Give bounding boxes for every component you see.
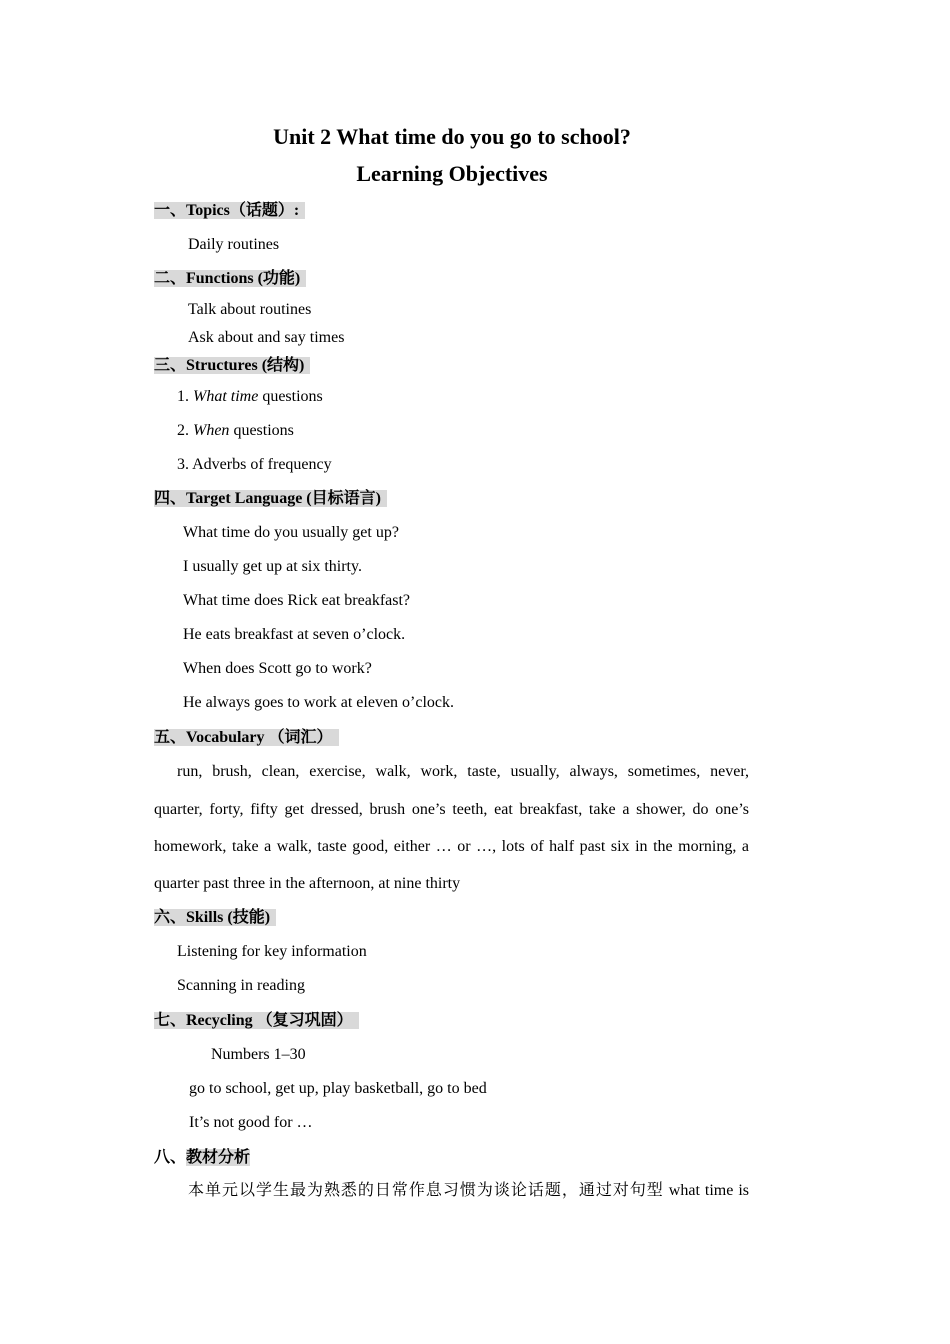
vocabulary-line: quarter, forty, fifty get dressed, brush one’s teeth, eat breakfast, take a shower, do one’s xyxy=(154,801,749,818)
section-heading-functions xyxy=(154,269,306,289)
target-language-sentence: I usually get up at six thirty. xyxy=(183,558,362,575)
topics-item: Daily routines xyxy=(188,236,280,253)
recycling-item: Numbers 1–30 xyxy=(211,1046,306,1063)
section-heading-recycling xyxy=(154,1011,359,1031)
section-heading-target-language xyxy=(154,489,387,509)
section-heading-analysis-text xyxy=(154,1149,250,1166)
section-heading-structures-text: 三、Structures (结构) xyxy=(154,357,310,374)
section-heading-structures xyxy=(154,356,310,376)
target-language-sentence: When does Scott go to work? xyxy=(183,660,372,677)
functions-item: Ask about and say times xyxy=(188,329,345,346)
section-heading-topics-text: 一、Topics（话题）: xyxy=(154,202,305,219)
structures-item-emphasis: What time xyxy=(193,388,259,405)
section-heading-target-language-text: 四、Target Language (目标语言) xyxy=(154,490,387,507)
structures-item-rest: questions xyxy=(258,388,323,405)
vocabulary-line: run, brush, clean, exercise, walk, work, taste, usually, always, sometimes, never, xyxy=(177,763,749,780)
target-language-sentence: He always goes to work at eleven o’clock. xyxy=(183,694,455,711)
structures-item-emphasis: When xyxy=(193,422,230,439)
vocabulary-line: quarter past three in the afternoon, at nine thirty xyxy=(154,875,461,892)
recycling-item: It’s not good for … xyxy=(189,1114,313,1131)
section-heading-analysis-prefix: 八、 xyxy=(154,1149,187,1166)
structures-item xyxy=(177,387,323,407)
section-heading-skills-text: 六、Skills (技能) xyxy=(154,909,276,926)
section-heading-vocabulary-text: 五、Vocabulary （词汇） xyxy=(154,729,339,746)
section-heading-recycling-text: 七、Recycling （复习巩固） xyxy=(154,1012,359,1029)
skills-item: Scanning in reading xyxy=(177,977,305,994)
skills-item: Listening for key information xyxy=(177,943,367,960)
vocabulary-line: homework, take a walk, taste good, either … or …, lots of half past six in the morning, a xyxy=(154,838,749,855)
target-language-sentence: What time do you usually get up? xyxy=(183,524,399,541)
section-heading-topics xyxy=(154,201,305,221)
target-language-sentence: He eats breakfast at seven o’clock. xyxy=(183,626,406,643)
section-heading-functions-text: 二、Functions (功能) xyxy=(154,270,306,287)
section-heading-analysis-title: 教材分析 xyxy=(186,1149,251,1166)
recycling-item: go to school, get up, play basketball, go to bed xyxy=(189,1080,487,1097)
section-heading-skills xyxy=(154,908,276,928)
document-title: Unit 2 What time do you go to school? xyxy=(273,124,631,149)
target-language-sentence: What time does Rick eat breakfast? xyxy=(183,592,411,609)
analysis-paragraph-line: 本单元以学生最为熟悉的日常作息习惯为谈论话题，通过对句型 what time is xyxy=(188,1182,749,1199)
structures-item-number: 1. xyxy=(177,388,193,405)
structures-item-number: 2. xyxy=(177,422,193,439)
functions-item: Talk about routines xyxy=(188,301,312,318)
structures-item xyxy=(177,421,294,441)
structures-item-rest: questions xyxy=(229,422,294,439)
document-subtitle: Learning Objectives xyxy=(356,161,548,186)
section-heading-vocabulary xyxy=(154,728,339,748)
structures-item: 3. Adverbs of frequency xyxy=(177,456,332,473)
section-heading-analysis xyxy=(154,1148,250,1168)
